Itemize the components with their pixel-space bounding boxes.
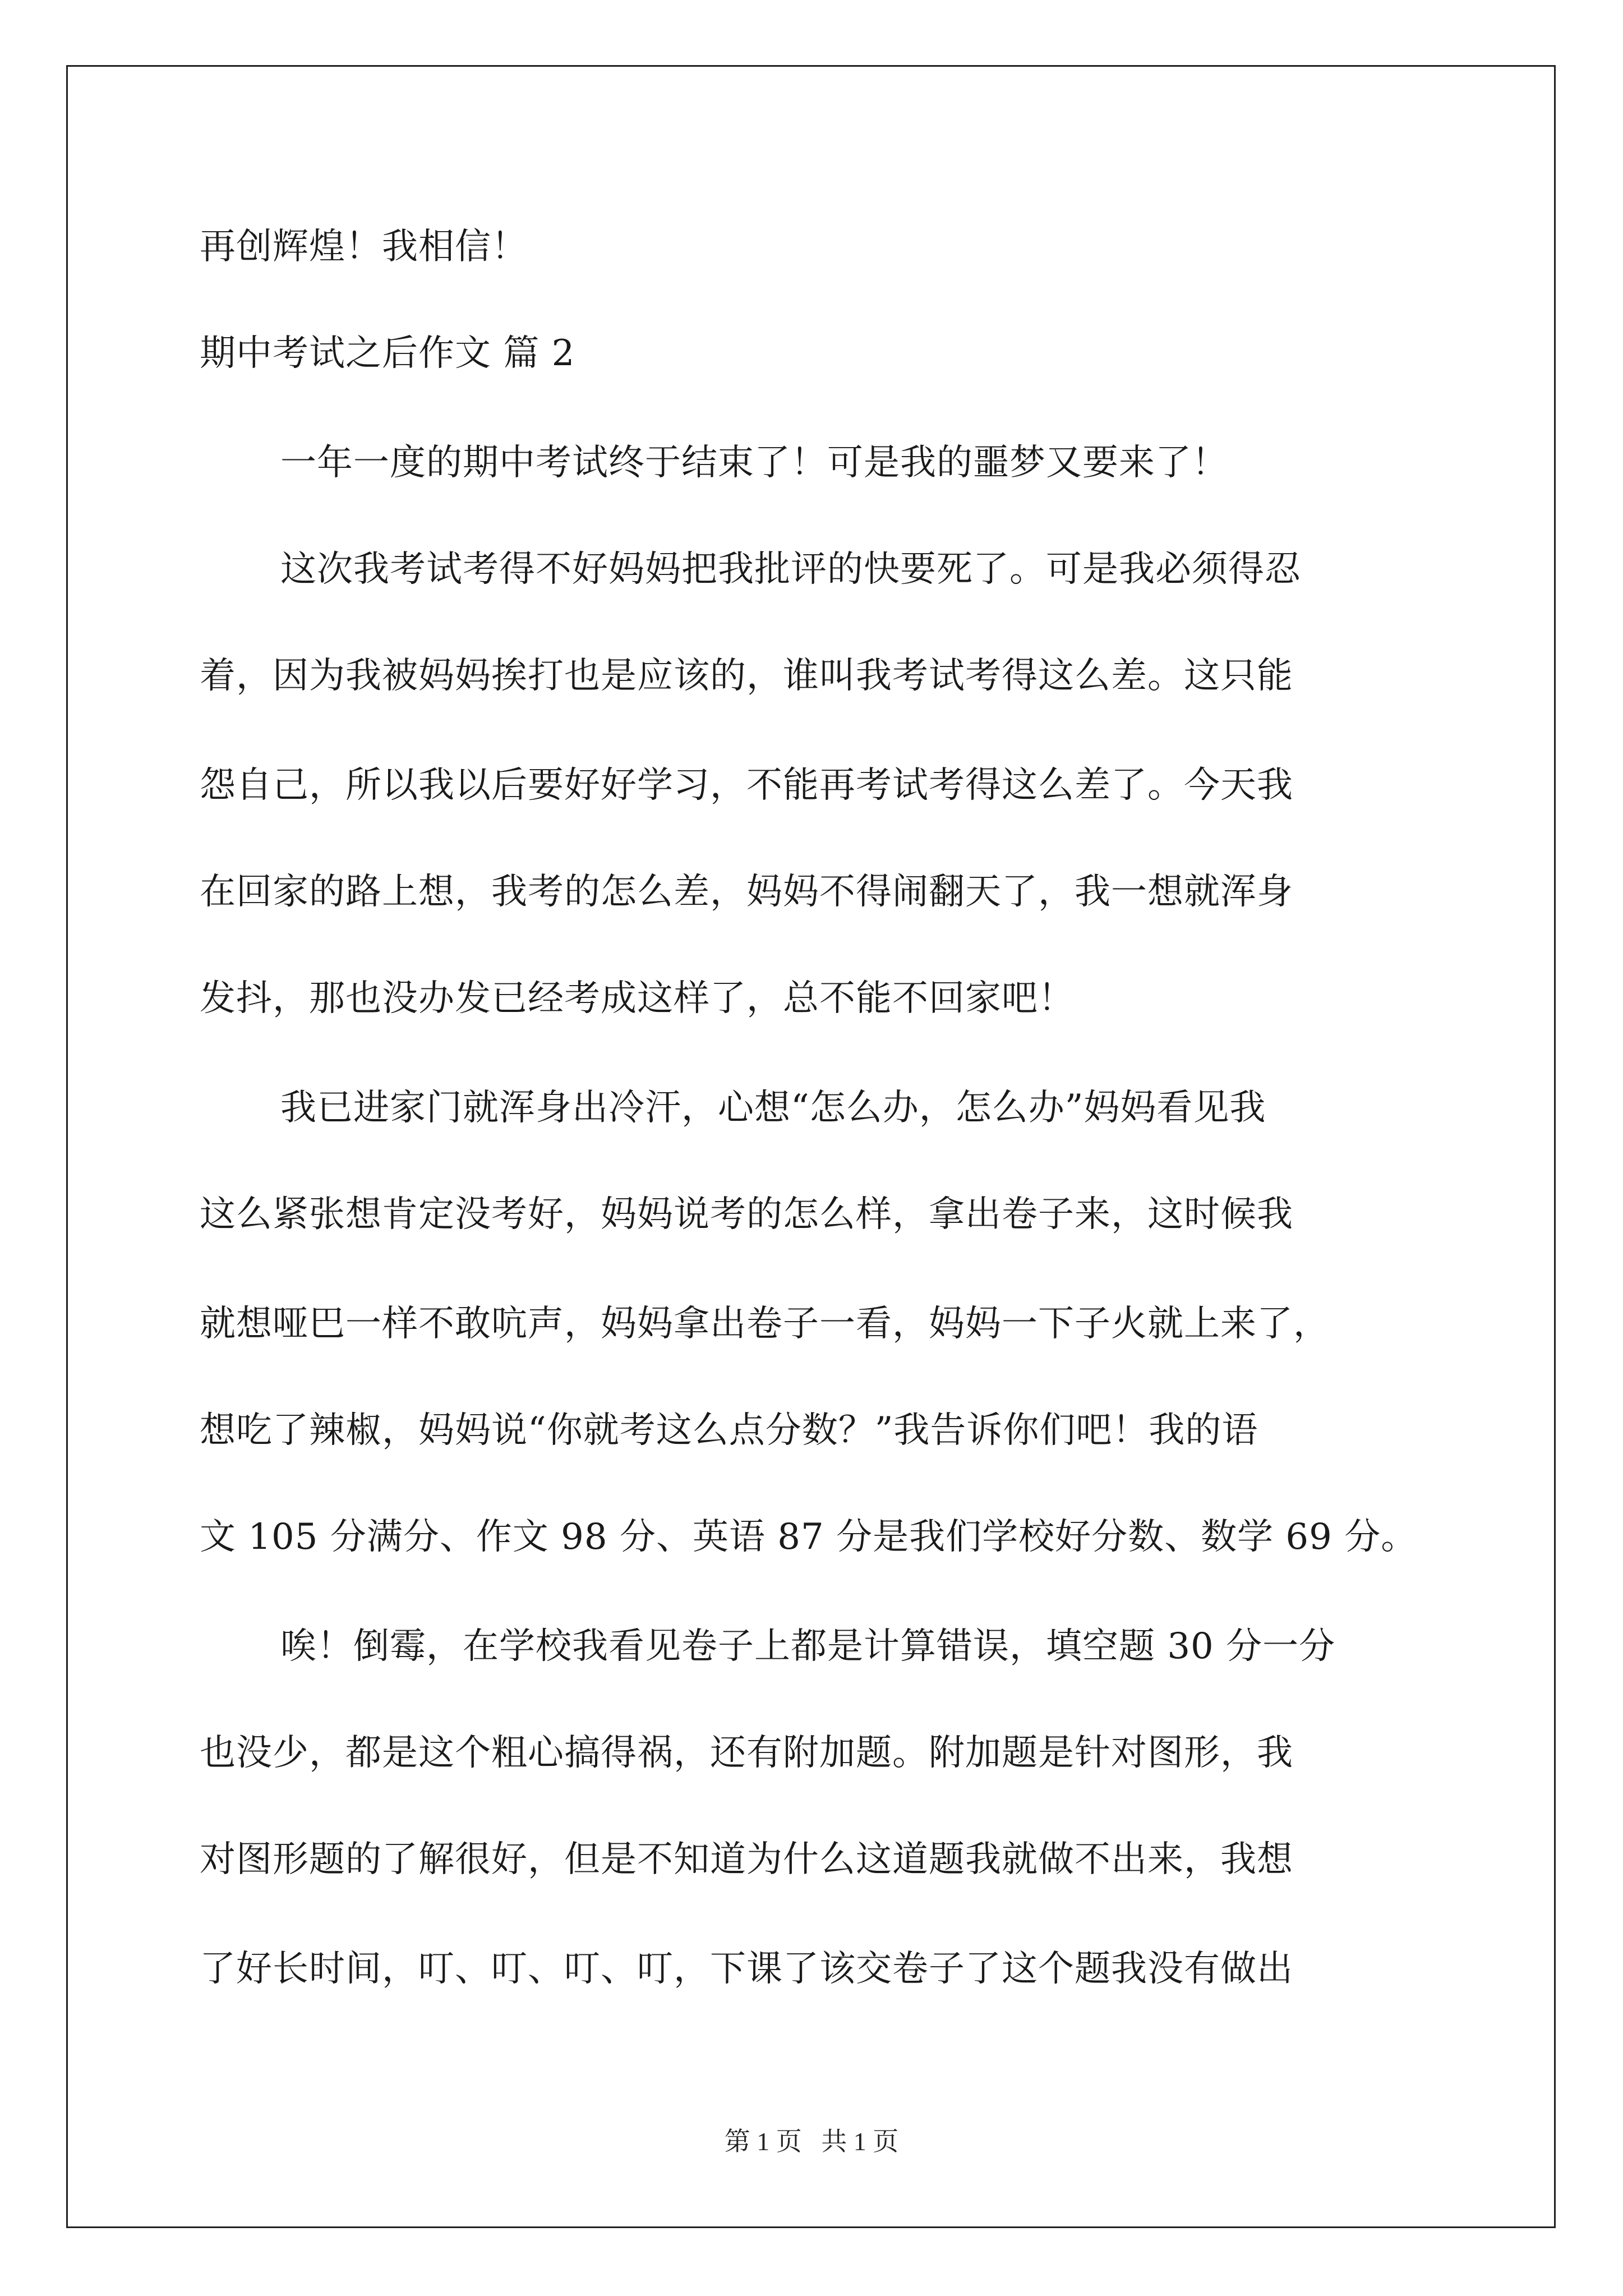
text-line: 在回家的路上想，我考的怎么差，妈妈不得闹翻天了，我一想就浑身 [200, 871, 1293, 913]
text-line: 这次我考试考得不好妈妈把我批评的快要死了。可是我必须得忍 [280, 549, 1301, 590]
text-line: 也没少，都是这个粗心搞得祸，还有附加题。附加题是针对图形，我 [200, 1732, 1293, 1774]
text-line: 再创辉煌！我相信！ [200, 226, 528, 268]
text-line: 怨自己，所以我以后要好好学习，不能再考试考得这么差了。今天我 [200, 765, 1293, 806]
text-line: 着，因为我被妈妈挨打也是应该的，谁叫我考试考得这么差。这只能 [200, 655, 1293, 697]
page-border [66, 65, 1556, 2228]
section-heading: 期中考试之后作文 篇 2 [200, 333, 575, 374]
text-line: 我已进家门就浑身出冷汗，心想“怎么办，怎么办”妈妈看见我 [280, 1087, 1266, 1129]
text-line: 文 105 分满分、作文 98 分、英语 87 分是我们学校好分数、数学 69 分。 [200, 1516, 1418, 1558]
text-line: 一年一度的期中考试终于结束了！可是我的噩梦又要来了！ [280, 442, 1228, 484]
text-line: 发抖，那也没办发已经考成这样了，总不能不回家吧！ [200, 978, 1075, 1019]
text-line: 想吃了辣椒，妈妈说“你就考这么点分数？”我告诉你们吧！我的语 [200, 1410, 1258, 1451]
text-line: 了好长时间，叮、叮、叮、叮，下课了该交卷子了这个题我没有做出 [200, 1948, 1293, 1990]
page-footer: 第 1 页 共 1 页 [724, 2127, 899, 2156]
text-line: 就想哑巴一样不敢吭声，妈妈拿出卷子一看，妈妈一下子火就上来了， [200, 1303, 1330, 1345]
text-line: 这么紧张想肯定没考好，妈妈说考的怎么样，拿出卷子来，这时候我 [200, 1194, 1293, 1235]
text-line: 对图形题的了解很好，但是不知道为什么这道题我就做不出来，我想 [200, 1839, 1293, 1880]
text-line: 唉！倒霉，在学校我看见卷子上都是计算错误，填空题 30 分一分 [280, 1626, 1336, 1667]
